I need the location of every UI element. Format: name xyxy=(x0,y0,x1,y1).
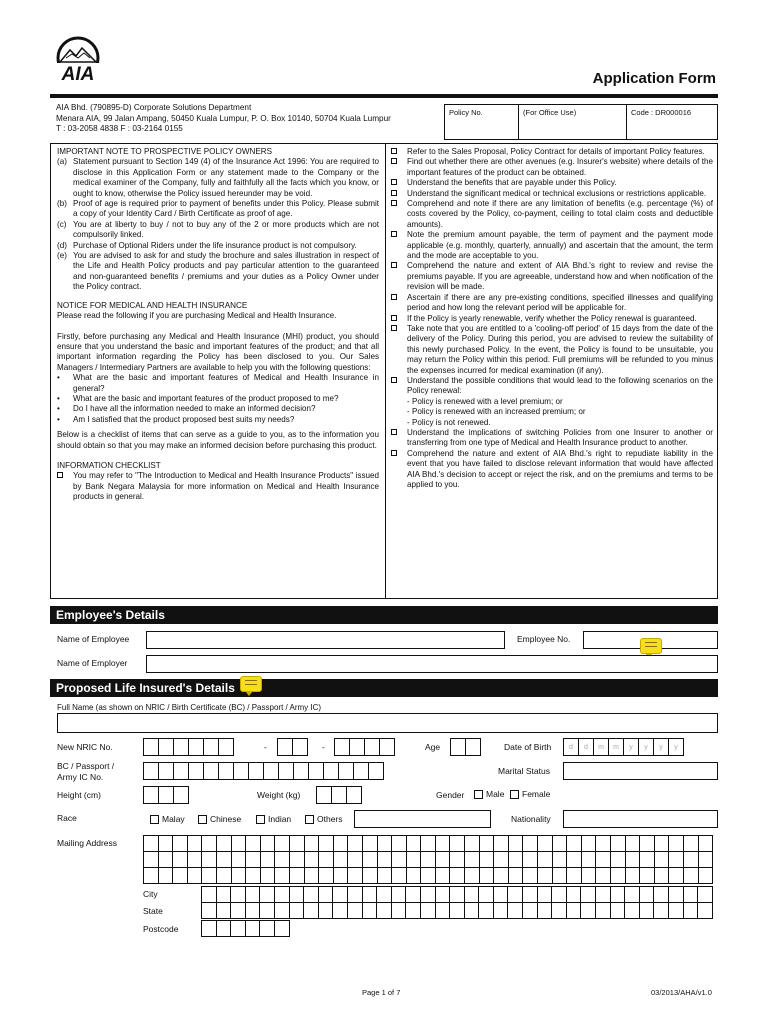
char-cell[interactable] xyxy=(246,852,261,868)
char-cell[interactable] xyxy=(610,903,625,919)
race-label: Race xyxy=(57,813,77,823)
char-cell[interactable] xyxy=(202,887,217,903)
checkbox-icon[interactable] xyxy=(474,790,483,799)
char-cell[interactable] xyxy=(479,887,494,903)
char-cell[interactable] xyxy=(566,903,581,919)
age-label: Age xyxy=(425,742,441,752)
race-chinese-option[interactable]: Chinese xyxy=(198,814,241,824)
char-cell[interactable] xyxy=(158,852,173,868)
char-cell[interactable] xyxy=(348,836,363,852)
char-cell[interactable] xyxy=(377,852,392,868)
char-cell[interactable] xyxy=(683,836,698,852)
char-cell[interactable] xyxy=(144,868,159,884)
char-cell[interactable] xyxy=(537,903,552,919)
name-of-employer-input[interactable] xyxy=(146,655,718,673)
nric-dash: - xyxy=(322,742,325,752)
char-cell[interactable] xyxy=(187,868,202,884)
char-cell[interactable] xyxy=(450,836,465,852)
char-cell[interactable] xyxy=(654,852,669,868)
left-notes-column: IMPORTANT NOTE TO PROSPECTIVE POLICY OWNERS (a) Statement pursuant to Section 149 (4) of the Insurance Act 1996: You are required to disclose in this Application Form or any statement made to the Company or the medical examiner of the Company, fully and faithfully all the facts which you know, or ought to know, otherwise the Policy issued hereunder may be void. (b) Proof of age is required prior to payment of benefits under this Policy. Please submit a copy of your Identity Card / Birth Certificate as proof of age. (c) You are at liberty to buy / not to buy any of the 2 or more products which are not compulsorily linked. (d) Purchase of Optional Riders under the life insurance product is not compulsory. (e) You are advised to ask for and study the brochure and sales illustration in respect of the Life and Health Policy products and pay particular attention to the guaranteed and non-guaranteed benefits / premiums and your duties as a Policy Owner under the Policy contract. NOTICE FOR MEDICAL AND HEALTH INSURANCE Please read the following if you are purchasing Medical and Health Insurance. Firstly, before purchasing any Medical and Health Insurance (MHI) product, you should ensure that you understand the basic and important features of the product; and that all important information regarding the Policy has been disclosed to you. Our Sales Managers / Intermediary Partners are available to help you with the following questions: • What are the basic and important features of Medical and Health Insurance in general? • What are the basic and important features of the product proposed to me? • Do I have all the information needed to make an informed decision? • Am I satisfied that the product proposed best suits my needs? Below is a checklist of items that can serve as a guide to you, as to the information you should obtain so that you may make an informed decision before purchasing this product. INFORMATION CHECKLIST You may refer to "The Introduction to Medical and Health Insurance Products" issued by Bank Negara Malaysia for more information on Medical and Health Insurance products in general. xyxy=(57,147,379,502)
char-cell[interactable] xyxy=(333,836,348,852)
char-cell[interactable] xyxy=(465,852,480,868)
char-cell[interactable] xyxy=(289,852,304,868)
char-cell[interactable] xyxy=(523,868,538,884)
char-cell[interactable] xyxy=(698,887,713,903)
char-cell[interactable] xyxy=(144,852,159,868)
checkbox-icon xyxy=(391,158,397,164)
char-cell[interactable] xyxy=(275,836,290,852)
race-others-option[interactable]: Others xyxy=(305,814,343,824)
char-cell[interactable] xyxy=(698,903,713,919)
city-state-grid[interactable] xyxy=(201,886,713,919)
char-cell[interactable] xyxy=(493,903,508,919)
policy-box xyxy=(444,104,718,140)
char-cell[interactable] xyxy=(304,836,319,852)
char-cell[interactable] xyxy=(654,887,669,903)
char-cell[interactable] xyxy=(435,868,450,884)
checkbox-icon xyxy=(57,472,63,478)
char-cell[interactable] xyxy=(246,868,261,884)
char-cell[interactable] xyxy=(202,836,217,852)
char-cell[interactable] xyxy=(216,836,231,852)
char-cell[interactable] xyxy=(581,836,596,852)
form-reference: 03/2013/AHA/v1.0 xyxy=(651,988,712,997)
city-label: City xyxy=(143,889,158,899)
right-notes-column: Refer to the Sales Proposal, Policy Contract for details of important Policy features. Find out whether there are other avenues (e.g. Insurer's website) where details of the important features of the product can be obtained. Understand the benefits that are payable under this Policy. Understand the significant medical or technical exclusions or restrictions applicable. Comprehend and note if there are any limitation of benefits (e.g. percentage (%) of costs covered by the Policy, co-payment, ceiling to total claim costs and deductible amounts). Note the premium amount payable, the term of payment and the payment mode applicable (e.g. monthly, quarterly, annually) and ascertain that the amount, the term and the mode are acceptable to you. Comprehend the nature and extent of AIA Bhd.'s right to review and revise the premiums payable. If you are agreeable, understand how and when notification of the revision will be made. Ascertain if there are any pre-existing conditions, specified illnesses and qualifying period and how long the relevant period will be applicable for. If the Policy is yearly renewable, verify whether the Policy renewal is guaranteed. Take note that you are entitled to a 'cooling-off period' of 15 days from the date of the delivery of the Policy. During this period, you are advised to review the suitability of this newly purchased Policy. In the event, the Policy is found to be unsuitable, you may return the Policy within this period. Full premiums will be refunded to you minus the expenses incurred for medical examination (if any). Understand the possible conditions that would lead to the following scenarios on the Policy renewal: - Policy is renewed with a level premium; or - Policy is renewed with an increased premium; or - Policy is not renewed. Understand the implications of switching Policies from one Insurer to another or transferring from one type of Medical and Health Insurance product to another. Comprehend the nature and extent of AIA Bhd.'s right to repudiate liability in the event that you have failed to disclose relevant information that would have affected AIA Bhd.'s decision to accept or reject the risk, and on the premiums and terms to be applied to you. xyxy=(391,147,713,490)
char-cell[interactable] xyxy=(566,887,581,903)
char-cell[interactable] xyxy=(435,887,450,903)
checkbox-icon xyxy=(391,315,397,321)
char-cell[interactable] xyxy=(231,868,246,884)
char-cell[interactable] xyxy=(639,887,654,903)
char-cell[interactable] xyxy=(625,836,640,852)
nric-dash: - xyxy=(264,742,267,752)
char-cell[interactable] xyxy=(333,887,348,903)
age-cells[interactable] xyxy=(450,738,480,756)
office-use-cell: (For Office Use) xyxy=(519,105,627,139)
height-cells[interactable] xyxy=(143,786,188,804)
char-cell[interactable] xyxy=(347,887,362,903)
name-of-employee-input[interactable] xyxy=(146,631,505,649)
nationality-label: Nationality xyxy=(511,814,551,824)
char-cell[interactable] xyxy=(216,903,231,919)
char-cell[interactable] xyxy=(348,868,363,884)
char-cell[interactable] xyxy=(216,887,231,903)
char-cell[interactable] xyxy=(377,903,392,919)
char-cell[interactable] xyxy=(260,836,275,852)
char-cell[interactable] xyxy=(465,868,480,884)
char-cell[interactable] xyxy=(435,852,450,868)
char-cell[interactable] xyxy=(669,868,684,884)
char-cell[interactable] xyxy=(450,903,465,919)
char-cell[interactable] xyxy=(611,868,626,884)
page-number: Page 1 of 7 xyxy=(362,988,401,997)
char-cell[interactable] xyxy=(552,903,567,919)
char-cell[interactable] xyxy=(567,852,582,868)
char-cell[interactable] xyxy=(202,852,217,868)
char-cell[interactable] xyxy=(202,868,217,884)
char-cell[interactable] xyxy=(289,868,304,884)
char-cell[interactable] xyxy=(610,887,625,903)
char-cell[interactable] xyxy=(625,903,640,919)
checklist-heading: INFORMATION CHECKLIST xyxy=(57,460,161,470)
nric-part2-cells[interactable] xyxy=(277,738,307,756)
char-cell[interactable] xyxy=(596,903,611,919)
char-cell[interactable] xyxy=(274,887,289,903)
char-cell[interactable] xyxy=(494,868,509,884)
char-cell[interactable] xyxy=(245,921,260,937)
char-cell[interactable] xyxy=(669,852,684,868)
marital-status-label: Marital Status xyxy=(498,766,550,776)
char-cell[interactable] xyxy=(538,852,553,868)
char-cell[interactable] xyxy=(625,887,640,903)
weight-cells[interactable] xyxy=(316,786,361,804)
header-rule xyxy=(50,94,718,98)
gender-label: Gender xyxy=(436,790,465,800)
char-cell[interactable] xyxy=(683,868,698,884)
char-cell[interactable] xyxy=(173,868,188,884)
gender-male-option[interactable]: Male xyxy=(474,789,504,799)
char-cell[interactable] xyxy=(494,852,509,868)
notes-panel xyxy=(50,143,718,599)
char-cell[interactable] xyxy=(523,852,538,868)
char-cell[interactable] xyxy=(552,887,567,903)
char-cell[interactable] xyxy=(202,921,217,937)
char-cell[interactable] xyxy=(654,836,669,852)
char-cell[interactable] xyxy=(479,836,494,852)
postcode-grid[interactable] xyxy=(201,920,290,937)
char-cell[interactable] xyxy=(625,868,640,884)
char-cell[interactable] xyxy=(654,868,669,884)
char-cell[interactable] xyxy=(450,868,465,884)
nationality-input[interactable] xyxy=(563,810,718,828)
char-cell[interactable] xyxy=(698,868,713,884)
checkbox-icon[interactable] xyxy=(510,790,519,799)
char-cell[interactable] xyxy=(362,887,377,903)
dob-cells[interactable]: d d m m y y y y xyxy=(563,738,683,756)
char-cell[interactable] xyxy=(231,836,246,852)
char-cell[interactable] xyxy=(144,836,159,852)
nric-part3-cells[interactable] xyxy=(334,738,394,756)
char-cell[interactable] xyxy=(464,903,479,919)
char-cell[interactable] xyxy=(260,887,275,903)
char-cell[interactable] xyxy=(304,852,319,868)
char-cell[interactable] xyxy=(318,887,333,903)
char-cell[interactable] xyxy=(552,836,567,852)
checkbox-icon xyxy=(391,200,397,206)
checkbox-icon xyxy=(391,262,397,268)
char-cell[interactable] xyxy=(406,868,421,884)
char-cell[interactable] xyxy=(669,887,684,903)
employee-section-header: Employee's Details xyxy=(50,606,718,624)
char-cell[interactable] xyxy=(640,852,655,868)
checkbox-icon xyxy=(391,294,397,300)
char-cell[interactable] xyxy=(377,836,392,852)
char-cell[interactable] xyxy=(319,868,334,884)
char-cell[interactable] xyxy=(202,903,217,919)
char-cell[interactable] xyxy=(639,903,654,919)
char-cell[interactable] xyxy=(333,903,348,919)
char-cell[interactable] xyxy=(420,887,435,903)
char-cell[interactable] xyxy=(333,852,348,868)
char-cell[interactable] xyxy=(596,887,611,903)
comment-icon[interactable] xyxy=(240,676,262,692)
char-cell[interactable] xyxy=(537,887,552,903)
char-cell[interactable] xyxy=(173,836,188,852)
char-cell[interactable] xyxy=(275,852,290,868)
char-cell[interactable] xyxy=(319,852,334,868)
char-cell[interactable] xyxy=(158,836,173,852)
char-cell[interactable] xyxy=(377,887,392,903)
weight-label: Weight (kg) xyxy=(257,790,301,800)
name-of-employer-label: Name of Employer xyxy=(57,658,128,668)
char-cell[interactable] xyxy=(187,852,202,868)
checkbox-icon xyxy=(391,190,397,196)
char-cell[interactable] xyxy=(508,852,523,868)
char-cell[interactable] xyxy=(421,852,436,868)
char-cell[interactable] xyxy=(377,868,392,884)
bc-passport-cells[interactable] xyxy=(143,762,383,780)
char-cell[interactable] xyxy=(333,868,348,884)
char-cell[interactable] xyxy=(523,836,538,852)
char-cell[interactable] xyxy=(274,903,289,919)
bc-passport-label: BC / Passport / Army IC No. xyxy=(57,761,115,782)
char-cell[interactable] xyxy=(435,903,450,919)
char-cell[interactable] xyxy=(362,868,377,884)
char-cell[interactable] xyxy=(231,921,246,937)
char-cell[interactable] xyxy=(275,868,290,884)
nric-part1-cells[interactable] xyxy=(143,738,233,756)
full-name-input[interactable] xyxy=(57,713,718,733)
char-cell[interactable] xyxy=(508,903,523,919)
insured-section-header: Proposed Life Insured's Details xyxy=(50,679,718,697)
char-cell[interactable] xyxy=(596,868,611,884)
name-of-employee-label: Name of Employee xyxy=(57,634,130,644)
char-cell[interactable] xyxy=(508,887,523,903)
char-cell[interactable] xyxy=(567,836,582,852)
char-cell[interactable] xyxy=(304,887,319,903)
char-cell[interactable] xyxy=(158,868,173,884)
checkbox-icon xyxy=(391,231,397,237)
char-cell[interactable] xyxy=(683,887,698,903)
char-cell[interactable] xyxy=(289,836,304,852)
char-cell[interactable] xyxy=(274,921,289,937)
char-cell[interactable] xyxy=(246,836,261,852)
race-indian-option[interactable]: Indian xyxy=(256,814,291,824)
checkbox-icon xyxy=(391,450,397,456)
char-cell[interactable] xyxy=(698,852,713,868)
state-label: State xyxy=(143,906,163,916)
char-cell[interactable] xyxy=(260,852,275,868)
full-name-label: Full Name (as shown on NRIC / Birth Certificate (BC) / Passport / Army IC) xyxy=(57,703,322,712)
company-address: AIA Bhd. (790895-D) Corporate Solutions Department Menara AIA, 99 Jalan Ampang, 50450 Kuala Lumpur, P. O. Box 10140, 50704 Kuala Lumpur T : 03-2058 4838 F : 03-2164 0155 xyxy=(56,103,391,133)
char-cell[interactable] xyxy=(406,903,421,919)
char-cell[interactable] xyxy=(581,903,596,919)
checkbox-icon xyxy=(391,179,397,185)
char-cell[interactable] xyxy=(683,903,698,919)
char-cell[interactable] xyxy=(187,836,202,852)
comment-icon[interactable] xyxy=(640,638,662,654)
char-cell[interactable] xyxy=(611,836,626,852)
char-cell[interactable] xyxy=(640,868,655,884)
char-cell[interactable] xyxy=(289,887,304,903)
char-cell[interactable] xyxy=(464,887,479,903)
char-cell[interactable] xyxy=(581,868,596,884)
dob-label: Date of Birth xyxy=(504,742,552,752)
char-cell[interactable] xyxy=(173,852,188,868)
char-cell[interactable] xyxy=(391,903,406,919)
marital-status-input[interactable] xyxy=(563,762,718,780)
char-cell[interactable] xyxy=(216,852,231,868)
char-cell[interactable] xyxy=(552,852,567,868)
char-cell[interactable] xyxy=(581,887,596,903)
char-cell[interactable] xyxy=(406,887,421,903)
char-cell[interactable] xyxy=(304,868,319,884)
char-cell[interactable] xyxy=(260,903,275,919)
char-cell[interactable] xyxy=(391,887,406,903)
char-cell[interactable] xyxy=(304,903,319,919)
char-cell[interactable] xyxy=(421,868,436,884)
important-heading: IMPORTANT NOTE TO PROSPECTIVE POLICY OWNERS xyxy=(57,147,272,156)
char-cell[interactable] xyxy=(347,903,362,919)
char-cell[interactable] xyxy=(245,887,260,903)
gender-female-option[interactable]: Female xyxy=(510,789,550,799)
char-cell[interactable] xyxy=(479,852,494,868)
char-cell[interactable] xyxy=(596,852,611,868)
char-cell[interactable] xyxy=(231,887,246,903)
char-cell[interactable] xyxy=(508,868,523,884)
checkbox-icon xyxy=(391,377,397,383)
char-cell[interactable] xyxy=(392,852,407,868)
char-cell[interactable] xyxy=(465,836,480,852)
char-cell[interactable] xyxy=(538,868,553,884)
code-cell: Code : DR000016 xyxy=(631,108,692,117)
char-cell[interactable] xyxy=(348,852,363,868)
checkbox-icon[interactable] xyxy=(256,815,265,824)
char-cell[interactable] xyxy=(698,836,713,852)
char-cell[interactable] xyxy=(392,836,407,852)
char-cell[interactable] xyxy=(245,903,260,919)
race-malay-option[interactable]: Malay xyxy=(150,814,185,824)
policy-no-cell[interactable]: Policy No. xyxy=(445,105,519,139)
char-cell[interactable] xyxy=(362,903,377,919)
char-cell[interactable] xyxy=(508,836,523,852)
char-cell[interactable] xyxy=(538,836,553,852)
char-cell[interactable] xyxy=(406,836,421,852)
char-cell[interactable] xyxy=(625,852,640,868)
char-cell[interactable] xyxy=(435,836,450,852)
char-cell[interactable] xyxy=(479,903,494,919)
checkbox-icon[interactable] xyxy=(150,815,159,824)
char-cell[interactable] xyxy=(231,903,246,919)
nric-label: New NRIC No. xyxy=(57,742,113,752)
checkbox-icon xyxy=(391,148,397,154)
char-cell[interactable] xyxy=(669,903,684,919)
char-cell[interactable] xyxy=(319,836,334,852)
char-cell[interactable] xyxy=(581,852,596,868)
char-cell[interactable] xyxy=(523,887,538,903)
svg-text:AIA: AIA xyxy=(61,64,95,84)
char-cell[interactable] xyxy=(216,868,231,884)
char-cell[interactable] xyxy=(362,852,377,868)
char-cell[interactable] xyxy=(289,903,304,919)
char-cell[interactable] xyxy=(552,868,567,884)
char-cell[interactable] xyxy=(392,868,407,884)
checkbox-icon[interactable] xyxy=(305,815,314,824)
char-cell[interactable] xyxy=(216,921,231,937)
char-cell[interactable] xyxy=(231,852,246,868)
mailing-address-grid[interactable] xyxy=(143,835,713,884)
checkbox-icon[interactable] xyxy=(198,815,207,824)
char-cell[interactable] xyxy=(421,836,436,852)
employee-no-label: Employee No. xyxy=(517,634,571,644)
char-cell[interactable] xyxy=(523,903,538,919)
notice-heading: NOTICE FOR MEDICAL AND HEALTH INSURANCE xyxy=(57,300,248,310)
char-cell[interactable] xyxy=(596,836,611,852)
checkbox-icon xyxy=(391,429,397,435)
char-cell[interactable] xyxy=(318,903,333,919)
char-cell[interactable] xyxy=(654,903,669,919)
aia-logo xyxy=(48,36,108,84)
char-cell[interactable] xyxy=(669,836,684,852)
checkbox-icon xyxy=(391,325,397,331)
char-cell[interactable] xyxy=(494,836,509,852)
mailing-address-label: Mailing Address xyxy=(57,838,118,848)
char-cell[interactable] xyxy=(362,836,377,852)
form-title: Application Form xyxy=(592,70,716,87)
height-label: Height (cm) xyxy=(57,790,101,800)
char-cell[interactable] xyxy=(567,868,582,884)
char-cell[interactable] xyxy=(260,921,275,937)
char-cell[interactable] xyxy=(260,868,275,884)
char-cell[interactable] xyxy=(420,903,435,919)
char-cell[interactable] xyxy=(683,852,698,868)
char-cell[interactable] xyxy=(611,852,626,868)
postcode-label: Postcode xyxy=(143,924,179,934)
char-cell[interactable] xyxy=(450,887,465,903)
char-cell[interactable] xyxy=(493,887,508,903)
char-cell[interactable] xyxy=(479,868,494,884)
char-cell[interactable] xyxy=(450,852,465,868)
char-cell[interactable] xyxy=(640,836,655,852)
race-others-input[interactable] xyxy=(354,810,491,828)
char-cell[interactable] xyxy=(406,852,421,868)
